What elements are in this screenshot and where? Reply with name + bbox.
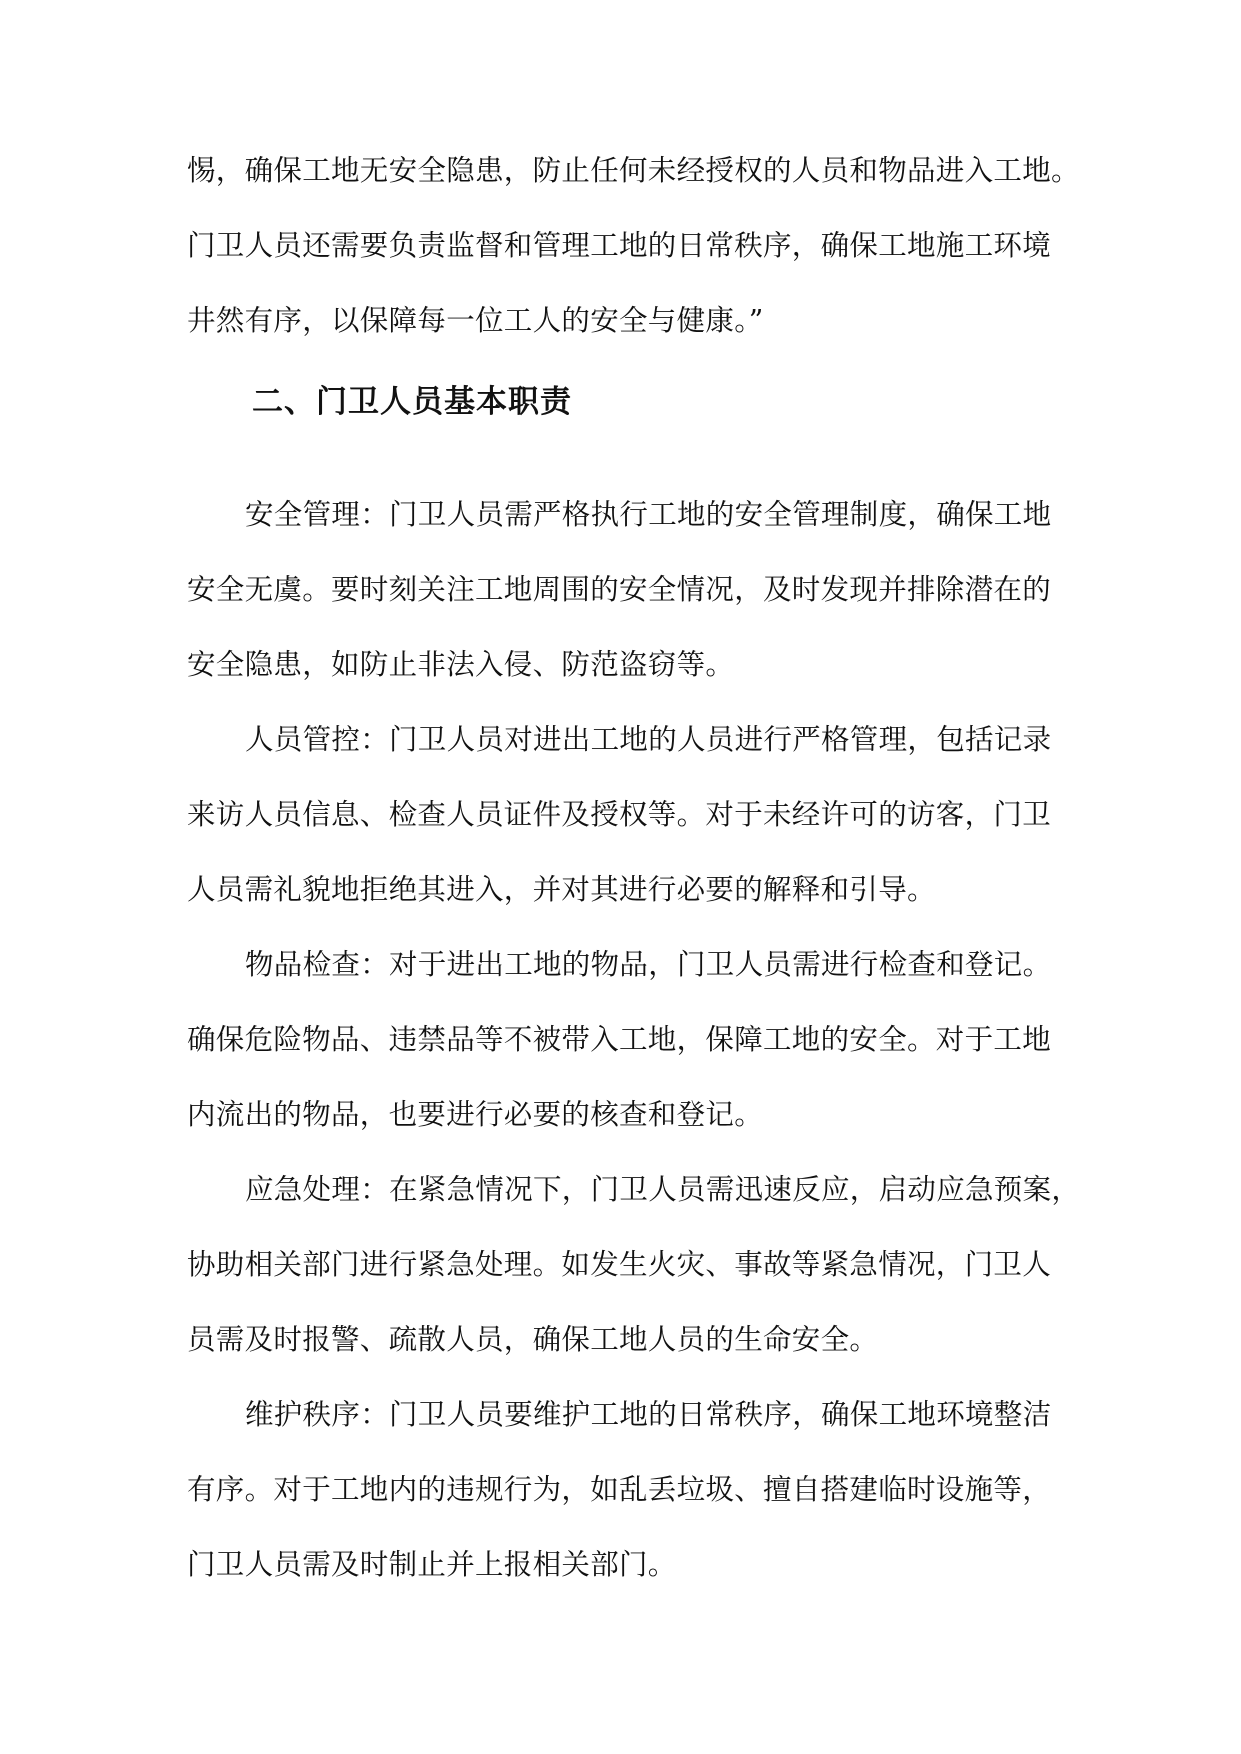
paragraph-emergency-line-3: 员需及时报警、疏散人员，确保工地人员的生命安全。 — [187, 1323, 879, 1356]
section-heading: 二、门卫人员基本职责 — [252, 384, 572, 420]
paragraph-order-line-3: 门卫人员需及时制止并上报相关部门。 — [187, 1548, 677, 1581]
paragraph-safety-line-2: 安全无虞。要时刻关注工地周围的安全情况，及时发现并排除潜在的 — [187, 573, 1052, 606]
paragraph-emergency-line-1: 应急处理：在紧急情况下，门卫人员需迅速反应，启动应急预案， — [245, 1173, 1081, 1206]
paragraph-safety-line-1: 安全管理：门卫人员需严格执行工地的安全管理制度，确保工地 — [245, 498, 1052, 531]
paragraph-order-line-2: 有序。对于工地内的违规行为，如乱丢垃圾、擅自搭建临时设施等， — [187, 1473, 1052, 1506]
paragraph-personnel-line-3: 人员需礼貌地拒绝其进入，并对其进行必要的解释和引导。 — [187, 873, 936, 906]
intro-line-2: 门卫人员还需要负责监督和管理工地的日常秩序，确保工地施工环境 — [187, 229, 1052, 262]
intro-line-3: 井然有序，以保障每一位工人的安全与健康。” — [187, 304, 764, 337]
paragraph-goods-line-3: 内流出的物品，也要进行必要的核查和登记。 — [187, 1098, 764, 1131]
paragraph-safety-line-3: 安全隐患，如防止非法入侵、防范盗窃等。 — [187, 648, 735, 681]
paragraph-goods-line-2: 确保危险物品、违禁品等不被带入工地，保障工地的安全。对于工地 — [187, 1023, 1052, 1056]
paragraph-order-line-1: 维护秩序：门卫人员要维护工地的日常秩序，确保工地环境整洁 — [245, 1398, 1052, 1431]
paragraph-personnel-line-2: 来访人员信息、检查人员证件及授权等。对于未经许可的访客，门卫 — [187, 798, 1052, 831]
paragraph-personnel-line-1: 人员管控：门卫人员对进出工地的人员进行严格管理，包括记录 — [245, 723, 1052, 756]
paragraph-goods-line-1: 物品检查：对于进出工地的物品，门卫人员需进行检查和登记。 — [245, 948, 1052, 981]
paragraph-emergency-line-2: 协助相关部门进行紧急处理。如发生火灾、事故等紧急情况，门卫人 — [187, 1248, 1052, 1281]
intro-line-1: 惕，确保工地无安全隐患，防止任何未经授权的人员和物品进入工地。 — [187, 154, 1080, 187]
